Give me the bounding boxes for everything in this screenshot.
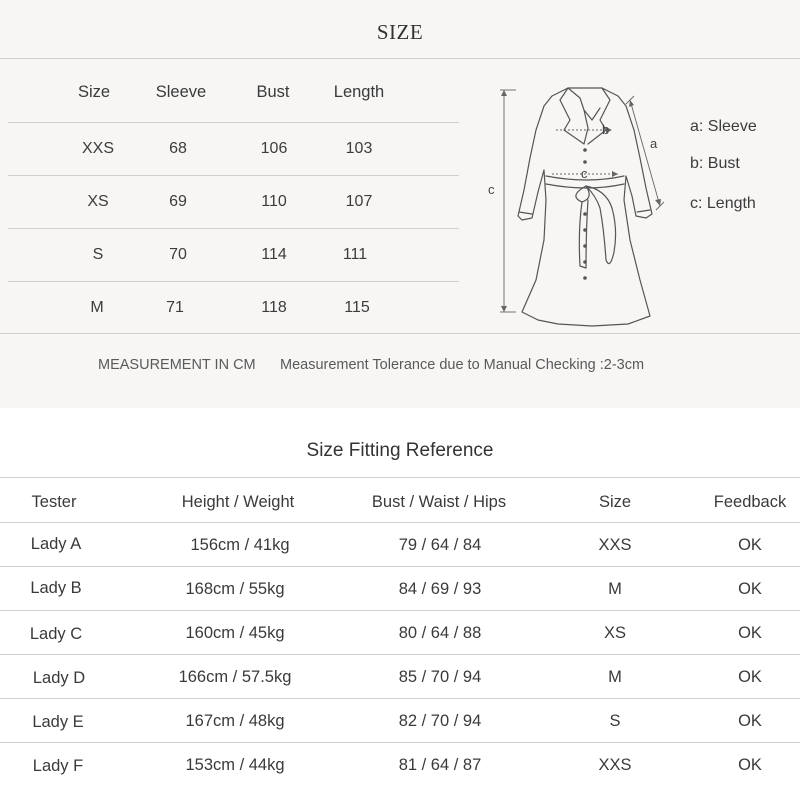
size-chart-title: SIZE <box>376 20 424 44</box>
height-weight-value: 167cm / 48kg <box>185 712 285 730</box>
height-weight-value: 156cm / 41kg <box>190 536 290 554</box>
height-weight-header: Height / Weight <box>181 493 295 511</box>
row-divider <box>0 566 800 567</box>
tester-header: Tester <box>31 493 77 511</box>
row-divider <box>8 281 459 282</box>
table-cell: XS <box>87 193 109 210</box>
feedback-header: Feedback <box>713 493 787 511</box>
bust-header: Bust <box>256 83 290 101</box>
table-cell: 110 <box>261 193 287 210</box>
height-weight-value: 153cm / 44kg <box>185 756 285 774</box>
tester-name: Lady A <box>30 535 82 553</box>
table-cell: 115 <box>344 299 370 316</box>
bust-waist-hips-value: 85 / 70 / 94 <box>398 668 482 686</box>
table-cell: M <box>90 299 104 316</box>
bust-waist-hips-value: 84 / 69 / 93 <box>398 580 482 598</box>
feedback-value: OK <box>738 624 762 642</box>
row-divider <box>0 610 800 611</box>
diagram-label-b: b <box>602 122 610 137</box>
table-cell: 70 <box>169 246 187 263</box>
table-cell: 107 <box>345 193 373 210</box>
header-divider <box>8 122 459 123</box>
table-cell: 71 <box>166 299 184 316</box>
feedback-value: OK <box>738 712 762 730</box>
table-cell: 106 <box>260 140 288 157</box>
bust-waist-hips-header: Bust / Waist / Hips <box>371 493 507 511</box>
legend-length: c: Length <box>690 195 756 212</box>
table-cell: S <box>92 246 104 263</box>
diagram-label-c: c <box>488 182 495 197</box>
diagram-label-c-waist: c <box>581 166 588 181</box>
feedback-value: OK <box>738 668 762 686</box>
measurement-unit-note: MEASUREMENT IN CM <box>98 357 256 373</box>
row-divider <box>0 654 800 655</box>
title-divider <box>0 58 800 59</box>
diagram-label-a: a <box>650 136 658 151</box>
fit-size-value: M <box>608 580 622 598</box>
fit-size-value: XS <box>603 624 626 642</box>
tester-name: Lady F <box>32 757 84 775</box>
feedback-value: OK <box>738 756 762 774</box>
table-cell: 111 <box>342 246 368 263</box>
tester-name: Lady D <box>32 669 86 687</box>
fit-size-value: XXS <box>598 536 632 554</box>
bust-waist-hips-value: 79 / 64 / 84 <box>398 536 482 554</box>
height-weight-value: 166cm / 57.5kg <box>178 668 292 686</box>
height-weight-value: 160cm / 45kg <box>185 624 285 642</box>
row-divider <box>0 742 800 743</box>
legend-sleeve: a: Sleeve <box>690 118 757 135</box>
fit-size-value: M <box>608 668 622 686</box>
tester-name: Lady B <box>30 579 82 597</box>
legend-bust: b: Bust <box>690 155 740 172</box>
feedback-value: OK <box>738 580 762 598</box>
bust-waist-hips-value: 80 / 64 / 88 <box>398 624 482 642</box>
fit-size-header: Size <box>598 493 632 511</box>
row-divider <box>8 228 459 229</box>
height-weight-value: 168cm / 55kg <box>185 580 285 598</box>
table-cell: 69 <box>169 193 187 210</box>
bust-waist-hips-value: 82 / 70 / 94 <box>398 712 482 730</box>
table-cell: 114 <box>261 246 287 263</box>
table-cell: 68 <box>169 140 187 157</box>
table-cell: 118 <box>261 299 287 316</box>
fitting-reference-title: Size Fitting Reference <box>306 440 494 461</box>
row-divider <box>8 175 459 176</box>
tester-name: Lady E <box>32 713 84 731</box>
bust-waist-hips-value: 81 / 64 / 87 <box>398 756 482 774</box>
length-header: Length <box>333 83 385 101</box>
table-bottom-divider <box>0 333 800 334</box>
measurement-tolerance-note: Measurement Tolerance due to Manual Checking :2-3cm <box>280 357 645 373</box>
fitting-header-divider <box>0 522 800 523</box>
fit-size-value: S <box>609 712 621 730</box>
tester-name: Lady C <box>29 625 83 643</box>
coat-measurement-diagram <box>488 80 678 330</box>
sleeve-header: Sleeve <box>155 83 207 101</box>
fitting-title-divider <box>0 477 800 478</box>
fit-size-value: XXS <box>598 756 632 774</box>
size-header: Size <box>77 83 111 101</box>
row-divider <box>0 698 800 699</box>
table-cell: XXS <box>81 140 114 157</box>
feedback-value: OK <box>738 536 762 554</box>
table-cell: 103 <box>345 140 373 157</box>
